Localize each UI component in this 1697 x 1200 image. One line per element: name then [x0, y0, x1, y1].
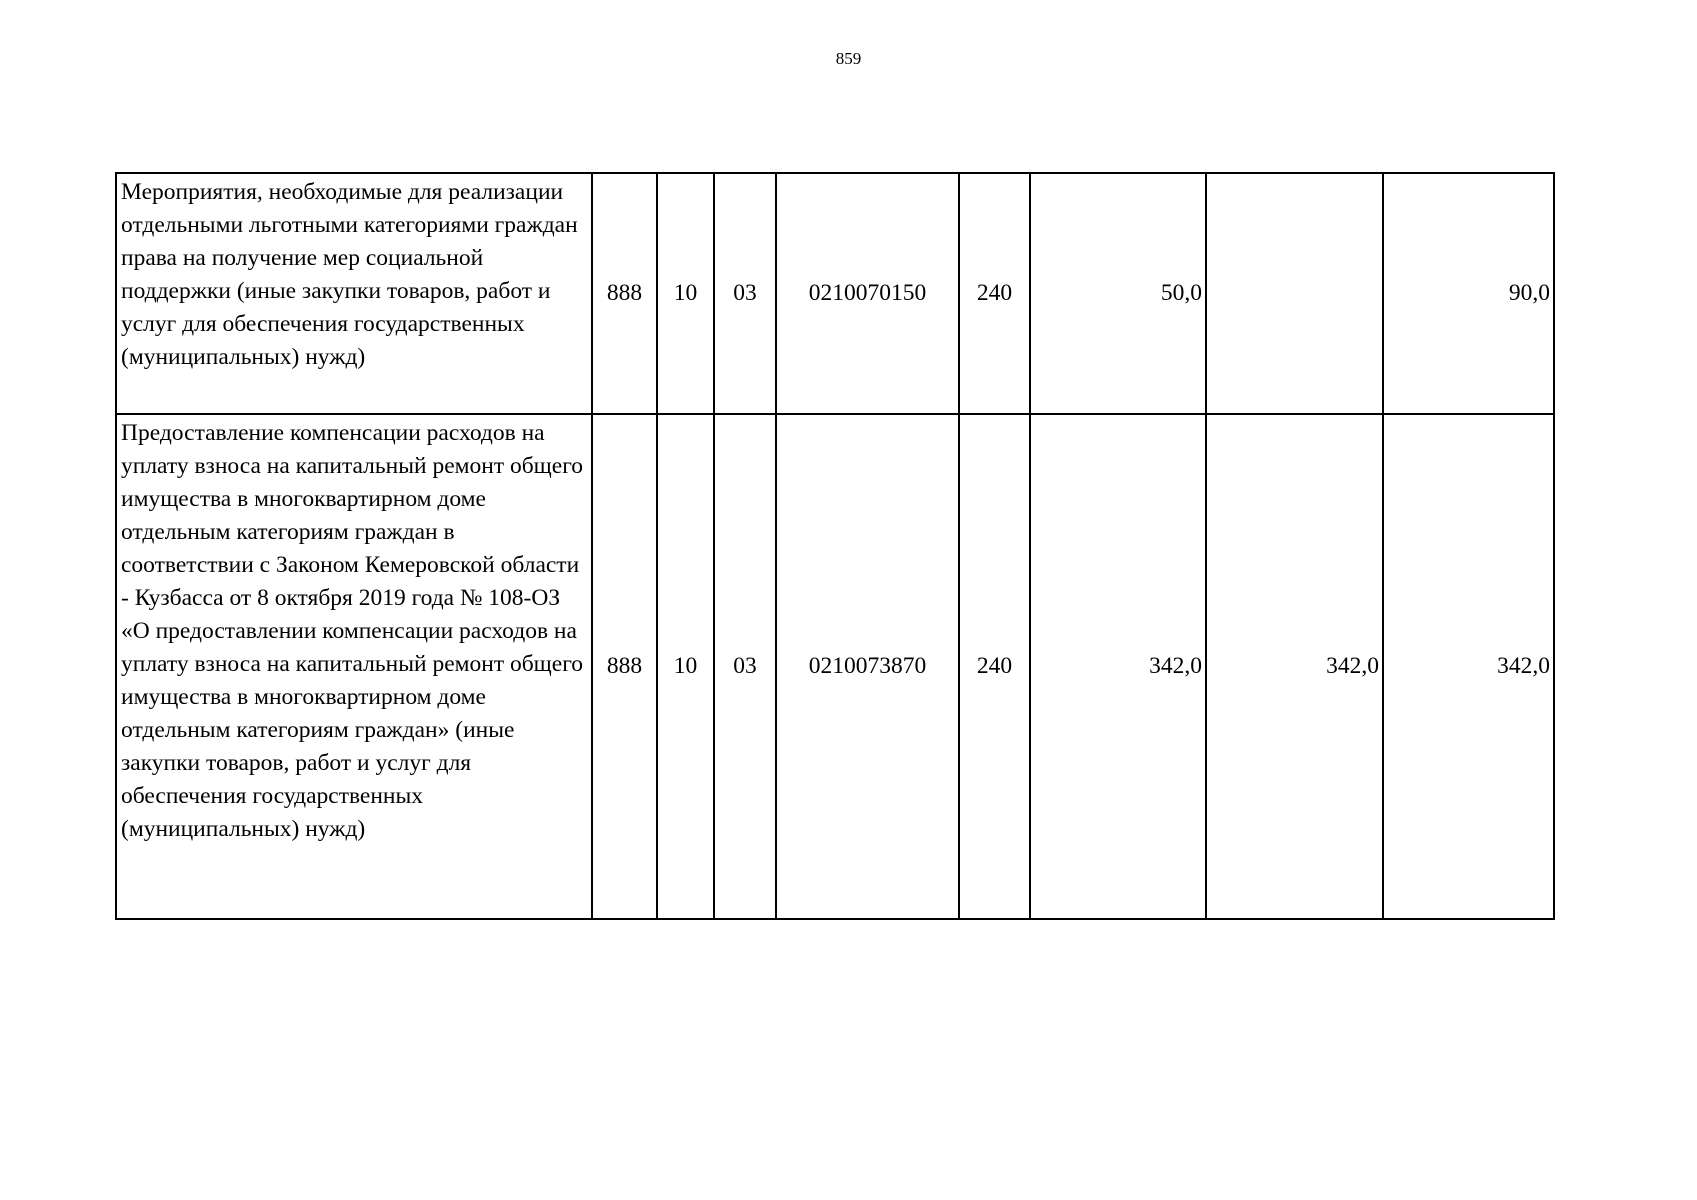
- page-number: 859: [835, 49, 862, 68]
- sum-year-2-cell: [1206, 173, 1383, 414]
- expense-name-cell: Мероприятия, необходимые для реализации отдельными льготными категориями граждан права на получение мер социальной поддержки (иные закупки товаров, работ и услуг для обеспечения государственных (муниципальных) нужд): [116, 173, 592, 414]
- section-code-cell: 10: [657, 173, 714, 414]
- table-row: [116, 173, 1554, 414]
- sum-year-1-cell: 342,0: [1030, 414, 1206, 919]
- subsection-code-cell: 03: [714, 173, 776, 414]
- budget-table: [115, 172, 1555, 920]
- ministry-code-cell: 888: [592, 414, 657, 919]
- target-article-cell: 0210070150: [776, 173, 959, 414]
- subsection-code-cell: 03: [714, 414, 776, 919]
- sum-year-2-cell: 342,0: [1206, 414, 1383, 919]
- sum-year-3-cell: 90,0: [1383, 173, 1554, 414]
- sum-year-3-cell: 342,0: [1383, 414, 1554, 919]
- target-article-cell: 0210073870: [776, 414, 959, 919]
- ministry-code-cell: 888: [592, 173, 657, 414]
- expense-type-cell: 240: [959, 173, 1030, 414]
- sum-year-1-cell: 50,0: [1030, 173, 1206, 414]
- section-code-cell: 10: [657, 414, 714, 919]
- expense-type-cell: 240: [959, 414, 1030, 919]
- table-row: [116, 414, 1554, 919]
- expense-name-cell: Предоставление компенсации расходов на уплату взноса на капитальный ремонт общего имущества в многоквартирном доме отдельным категориям граждан в соответствии с Законом Кемеровской области - Кузбасса от 8 октября 2019 года № 108-ОЗ «О предоставлении компенсации расходов на уплату взноса на капитальный ремонт общего имущества в многоквартирном доме отдельным категориям граждан» (иные закупки товаров, работ и услуг для обеспечения государственных (муниципальных) нужд): [116, 414, 592, 919]
